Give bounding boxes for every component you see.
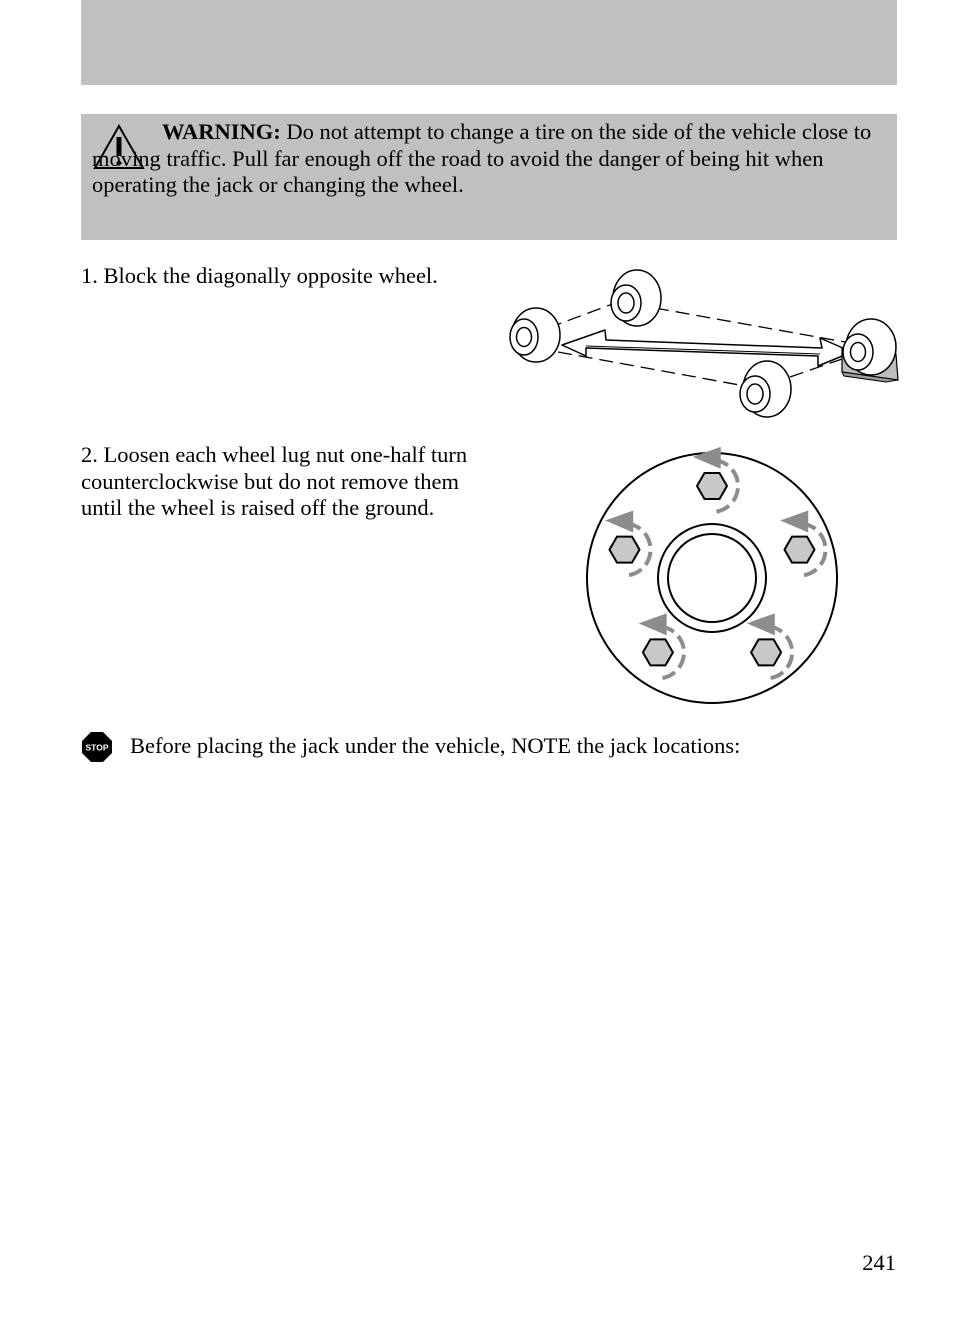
stop-sign-label: STOP [85, 742, 109, 753]
stop-sign-icon [81, 731, 113, 763]
header-band [81, 0, 897, 85]
lug-nut-loosen-diagram [580, 440, 844, 710]
warning-box [81, 114, 897, 240]
step-2-text: 2. Loosen each wheel lug nut one-half turn counterclockwise but do not remove them until the wheel is raised off the ground. [81, 442, 468, 520]
warning-label: WARNING: [162, 119, 281, 144]
warning-body: Do not attempt to change a tire on the side of the vehicle close to moving traffic. Pull far enough off the road to avoid the danger of being hit when operating the jack or changing the wheel. [92, 119, 872, 197]
warning-text [92, 119, 882, 199]
page-number: 241 [862, 1250, 896, 1275]
step-1-text: 1. Block the diagonally opposite wheel. [81, 263, 438, 288]
wheel-block-diagram [500, 262, 904, 422]
note-text: Before placing the jack under the vehicle, NOTE the jack locations: [130, 733, 741, 758]
